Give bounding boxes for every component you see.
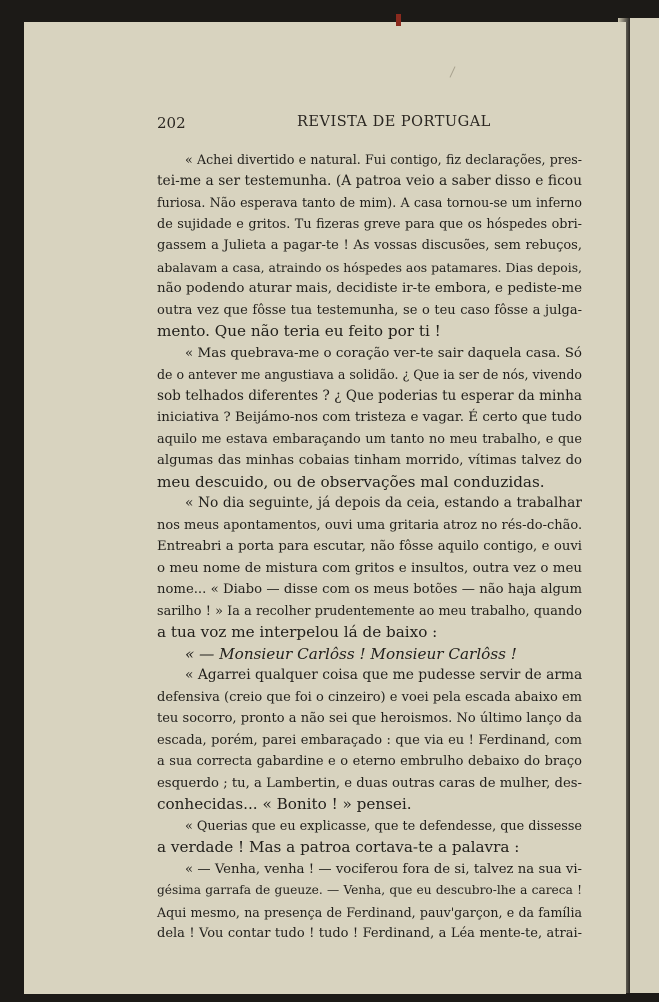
text-line: nome... « Diabo — disse com os meus botões — não haja algum: [157, 582, 582, 597]
paragraph: [157, 149, 582, 343]
text-line: furiosa. Não esperava tanto de mim). A casa tornou-se um inferno: [157, 195, 582, 210]
text-line: defensiva (creio que foi o cinzeiro) e voei pela escada abaixo em: [157, 689, 582, 705]
text-line: outra vez que fôsse tua testemunha, se o teu caso fôsse a julga-: [157, 302, 582, 318]
text-line: nos meus apontamentos, ouvi uma gritaria atroz no rés-do-chão.: [157, 517, 583, 533]
paragraph: [157, 816, 582, 859]
journal-title: REVISTA DE PORTUGAL: [297, 114, 491, 130]
text-line: mento. Que não teria eu feito por ti !: [157, 322, 441, 340]
text-line: abalavam a casa, atraindo os hóspedes aos patamares. Dias depois,: [157, 259, 582, 275]
ribbon-marker: [396, 14, 401, 26]
adjacent-page-edge: [630, 18, 659, 993]
text-line: esquerdo ; tu, a Lambertin, e duas outras caras de mulher, des-: [157, 775, 582, 791]
text-line: Aqui mesmo, na presença de Ferdinand, pauv'garçon, e da família: [157, 904, 582, 920]
text-line: teu socorro, pronto a não sei que heroismos. No último lanço da: [157, 711, 582, 726]
page-number: 202: [157, 114, 186, 132]
paragraph: [157, 859, 582, 945]
text-line: meu descuido, ou de observações mal conduzidas.: [157, 472, 545, 491]
text-line: sarilho ! » Ia a recolher prudentemente ao meu trabalho, quando: [157, 603, 582, 619]
text-line: « Achei divertido e natural. Fui contigo, fiz declarações, pres-: [185, 152, 582, 167]
text-line: a sua correcta gabardine e o eterno embrulho debaixo do braço: [157, 754, 582, 769]
text-line: de o antever me angustiava a solidão. ¿ Que ia ser de nós, vivendo: [157, 367, 582, 382]
text-line: « Mas quebrava-me o coração ver-te sair daquela casa. Só: [185, 345, 582, 361]
paragraph: [157, 665, 582, 816]
text-line: algumas das minhas cobaias tinham morrido, vítimas talvez do: [157, 453, 582, 468]
text-line: « Querias que eu explicasse, que te defendesse, que dissesse: [185, 818, 582, 834]
paragraph: [157, 493, 582, 644]
text-line: « — Venha, venha ! — vociferou fora de si, talvez na sua vi-: [185, 861, 582, 877]
text-line: a verdade ! Mas a patroa cortava-te a palavra :: [157, 838, 520, 856]
running-header: [157, 114, 582, 136]
text-line: não podendo aturar mais, decidiste ir-te embora, e pediste-me: [157, 281, 582, 296]
text-line: Entreabri a porta para escutar, não fôsse aquilo contigo, e ouvi: [157, 539, 582, 554]
text-line: conhecidas... « Bonito ! » pensei.: [157, 795, 412, 813]
paragraph: [157, 644, 582, 666]
text-line: iniciativa ? Beijámo-nos com tristeza e vagar. É certo que tudo: [157, 410, 582, 425]
text-line: « — Monsieur Carlôss ! Monsieur Carlôss !: [185, 644, 517, 663]
text-line: sob telhados diferentes ? ¿ Que poderias tu esperar da minha: [157, 387, 582, 404]
text-line: « Agarrei qualquer coisa que me pudesse servir de arma: [185, 667, 583, 683]
text-line: aquilo me estava embaraçando um tanto no meu trabalho, e que: [157, 431, 582, 447]
text-line: escada, porém, parei embaraçado : que via eu ! Ferdinand, com: [157, 732, 582, 748]
text-line: a tua voz me interpelou lá de baixo :: [157, 623, 438, 641]
text-line: o meu nome de mistura com gritos e insultos, outra vez o meu: [157, 560, 582, 576]
text-line: « No dia seguinte, já depois da ceia, estando a trabalhar: [185, 495, 582, 511]
text-line: de sujidade e gritos. Tu fizeras greve para que os hóspedes obri-: [157, 216, 582, 232]
text-line: dela ! Vou contar tudo ! tudo ! Ferdinand, a Léa mente-te, atrai-: [157, 926, 582, 941]
text-line: gassem a Julieta a pagar-te ! As vossas discusões, sem rebuços,: [157, 238, 582, 253]
body-text: [157, 149, 582, 945]
text-line: gésima garrafa de gueuze. — Venha, que eu descubro-lhe a careca !: [157, 883, 582, 897]
text-line: tei-me a ser testemunha. (A patroa veio a saber disso e ficou: [157, 172, 582, 189]
paragraph: [157, 343, 582, 494]
